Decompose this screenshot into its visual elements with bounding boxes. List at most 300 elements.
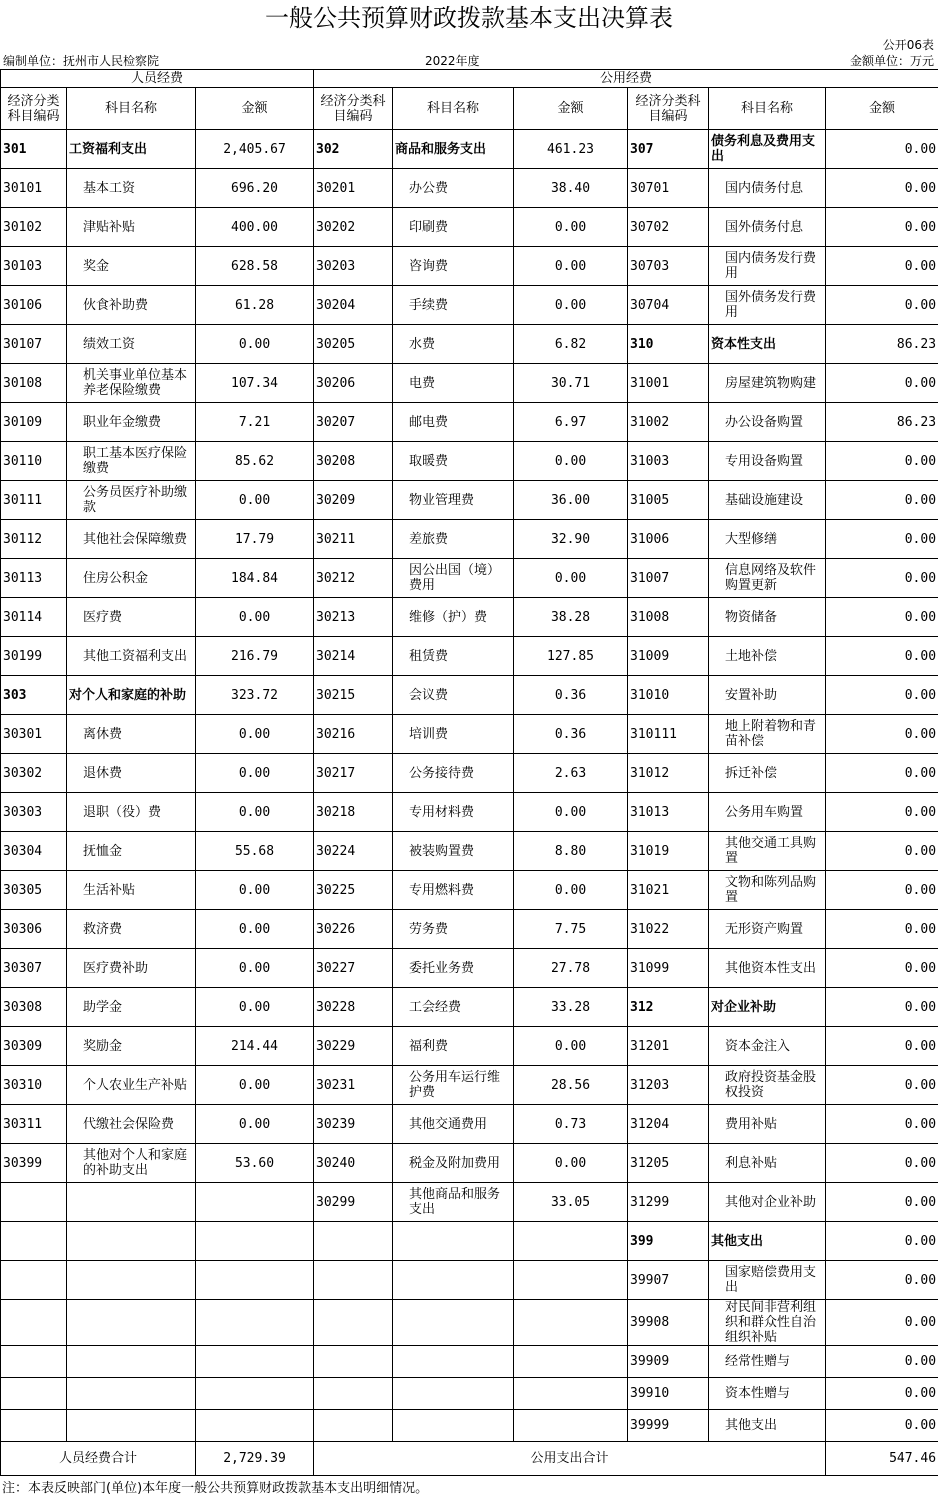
row-code: 39999 xyxy=(628,1410,709,1442)
row-amount xyxy=(514,1378,628,1410)
table-row xyxy=(1,481,938,520)
row-name: 咨询费 xyxy=(393,247,514,286)
row-code: 30239 xyxy=(314,1105,393,1144)
row-code: 30304 xyxy=(1,832,67,871)
row-code: 30231 xyxy=(314,1066,393,1105)
row-amount: 0.00 xyxy=(826,637,938,676)
row-code: 31012 xyxy=(628,754,709,793)
row-amount: 216.79 xyxy=(196,637,314,676)
row-code: 31007 xyxy=(628,559,709,598)
row-name: 退职（役）费 xyxy=(67,793,196,832)
row-amount: 0.00 xyxy=(826,1346,938,1378)
row-code: 31001 xyxy=(628,364,709,403)
row-code: 302 xyxy=(314,130,393,169)
row-code xyxy=(1,1183,67,1222)
row-code: 30305 xyxy=(1,871,67,910)
row-amount: 0.00 xyxy=(514,442,628,481)
header-code: 经济分类科目编码 xyxy=(1,88,67,130)
row-name: 资本性支出 xyxy=(709,325,826,364)
row-amount: 0.00 xyxy=(826,520,938,559)
row-name: 退休费 xyxy=(67,754,196,793)
row-amount: 0.00 xyxy=(196,949,314,988)
row-code: 30103 xyxy=(1,247,67,286)
row-amount: 7.21 xyxy=(196,403,314,442)
row-name: 住房公积金 xyxy=(67,559,196,598)
row-code: 31006 xyxy=(628,520,709,559)
header-code: 经济分类科目编码 xyxy=(314,88,393,130)
table-row xyxy=(1,676,938,715)
row-name: 其他交通费用 xyxy=(393,1105,514,1144)
row-amount: 7.75 xyxy=(514,910,628,949)
row-amount: 127.85 xyxy=(514,637,628,676)
row-name: 资本金注入 xyxy=(709,1027,826,1066)
row-code xyxy=(314,1261,393,1300)
row-amount: 0.00 xyxy=(826,247,938,286)
table-row xyxy=(1,715,938,754)
row-name: 工资福利支出 xyxy=(67,130,196,169)
row-name: 对民间非营利组织和群众性自治组织补贴 xyxy=(709,1300,826,1346)
table-row xyxy=(1,520,938,559)
header-name: 科目名称 xyxy=(67,88,196,130)
row-amount: 85.62 xyxy=(196,442,314,481)
row-name: 公务用车购置 xyxy=(709,793,826,832)
row-code: 30306 xyxy=(1,910,67,949)
row-amount: 6.82 xyxy=(514,325,628,364)
row-amount: 53.60 xyxy=(196,1144,314,1183)
row-code: 31005 xyxy=(628,481,709,520)
row-amount: 0.00 xyxy=(826,1300,938,1346)
row-code: 30207 xyxy=(314,403,393,442)
row-amount: 38.28 xyxy=(514,598,628,637)
row-code: 301 xyxy=(1,130,67,169)
table-row xyxy=(1,1261,938,1300)
row-amount: 184.84 xyxy=(196,559,314,598)
header-amount: 金额 xyxy=(196,88,314,130)
row-amount: 33.28 xyxy=(514,988,628,1027)
row-code: 31008 xyxy=(628,598,709,637)
table-row xyxy=(1,1183,938,1222)
row-amount xyxy=(196,1346,314,1378)
row-name: 生活补贴 xyxy=(67,871,196,910)
table-row xyxy=(1,598,938,637)
row-amount: 0.00 xyxy=(826,754,938,793)
table-row xyxy=(1,637,938,676)
row-code: 30701 xyxy=(628,169,709,208)
row-name: 其他资本性支出 xyxy=(709,949,826,988)
row-code: 30229 xyxy=(314,1027,393,1066)
row-name: 个人农业生产补贴 xyxy=(67,1066,196,1105)
row-code: 30110 xyxy=(1,442,67,481)
row-amount: 0.00 xyxy=(196,793,314,832)
row-amount: 0.00 xyxy=(196,754,314,793)
row-name xyxy=(67,1183,196,1222)
table-row xyxy=(1,559,938,598)
row-code: 30203 xyxy=(314,247,393,286)
row-amount xyxy=(514,1410,628,1442)
row-amount: 6.97 xyxy=(514,403,628,442)
row-name: 利息补贴 xyxy=(709,1144,826,1183)
table-row xyxy=(1,403,938,442)
table-row xyxy=(1,949,938,988)
row-amount: 323.72 xyxy=(196,676,314,715)
row-amount: 0.00 xyxy=(826,169,938,208)
row-name: 对企业补助 xyxy=(709,988,826,1027)
row-name: 办公费 xyxy=(393,169,514,208)
row-name: 物资储备 xyxy=(709,598,826,637)
row-code: 39908 xyxy=(628,1300,709,1346)
row-name: 对个人和家庭的补助 xyxy=(67,676,196,715)
row-amount: 0.00 xyxy=(514,1027,628,1066)
row-code: 30212 xyxy=(314,559,393,598)
row-amount: 0.00 xyxy=(826,988,938,1027)
row-name: 租赁费 xyxy=(393,637,514,676)
row-name: 邮电费 xyxy=(393,403,514,442)
row-amount: 30.71 xyxy=(514,364,628,403)
header-name: 科目名称 xyxy=(393,88,514,130)
row-name xyxy=(67,1378,196,1410)
row-amount: 0.00 xyxy=(826,676,938,715)
row-code: 30307 xyxy=(1,949,67,988)
row-code: 30227 xyxy=(314,949,393,988)
row-amount: 0.00 xyxy=(514,247,628,286)
row-amount: 0.00 xyxy=(826,1222,938,1261)
row-amount: 0.00 xyxy=(826,949,938,988)
row-name xyxy=(393,1378,514,1410)
table-row xyxy=(1,130,938,169)
row-amount: 696.20 xyxy=(196,169,314,208)
table-row xyxy=(1,442,938,481)
row-amount: 33.05 xyxy=(514,1183,628,1222)
row-code: 30703 xyxy=(628,247,709,286)
row-name: 国外债务付息 xyxy=(709,208,826,247)
row-code: 30211 xyxy=(314,520,393,559)
section-personnel: 人员经费 xyxy=(1,70,314,88)
row-name xyxy=(393,1261,514,1300)
row-name: 办公设备购置 xyxy=(709,403,826,442)
row-name: 津贴补贴 xyxy=(67,208,196,247)
row-name xyxy=(67,1222,196,1261)
row-code: 39910 xyxy=(628,1378,709,1410)
row-code xyxy=(314,1410,393,1442)
row-name xyxy=(393,1346,514,1378)
row-amount: 28.56 xyxy=(514,1066,628,1105)
row-amount: 2,405.67 xyxy=(196,130,314,169)
row-amount xyxy=(196,1222,314,1261)
row-amount: 628.58 xyxy=(196,247,314,286)
row-code: 30704 xyxy=(628,286,709,325)
row-amount: 86.23 xyxy=(826,325,938,364)
row-code: 30204 xyxy=(314,286,393,325)
row-code: 31204 xyxy=(628,1105,709,1144)
row-code: 30215 xyxy=(314,676,393,715)
row-name: 其他对企业补助 xyxy=(709,1183,826,1222)
row-code: 31010 xyxy=(628,676,709,715)
row-name: 公务用车运行维护费 xyxy=(393,1066,514,1105)
row-amount xyxy=(514,1261,628,1300)
row-name: 其他支出 xyxy=(709,1410,826,1442)
row-name: 无形资产购置 xyxy=(709,910,826,949)
row-code: 31203 xyxy=(628,1066,709,1105)
row-code: 30106 xyxy=(1,286,67,325)
row-code xyxy=(1,1410,67,1442)
row-code: 30114 xyxy=(1,598,67,637)
row-amount: 0.00 xyxy=(514,208,628,247)
form-number: 公开06表 xyxy=(882,38,934,52)
row-name: 专用设备购置 xyxy=(709,442,826,481)
row-name: 国外债务发行费用 xyxy=(709,286,826,325)
footnote: 注：本表反映部门(单位)本年度一般公共预算财政拨款基本支出明细情况。 xyxy=(2,1481,429,1496)
row-name xyxy=(67,1300,196,1346)
row-amount: 0.00 xyxy=(826,715,938,754)
row-amount: 0.00 xyxy=(826,1183,938,1222)
row-name xyxy=(393,1410,514,1442)
table-row xyxy=(1,871,938,910)
row-amount: 0.00 xyxy=(826,442,938,481)
row-code: 310 xyxy=(628,325,709,364)
row-code: 30101 xyxy=(1,169,67,208)
row-code: 30240 xyxy=(314,1144,393,1183)
row-code: 31002 xyxy=(628,403,709,442)
row-code: 30108 xyxy=(1,364,67,403)
row-code: 30201 xyxy=(314,169,393,208)
row-code: 30228 xyxy=(314,988,393,1027)
row-amount: 0.00 xyxy=(196,1105,314,1144)
table-row xyxy=(1,1066,938,1105)
row-amount: 0.00 xyxy=(826,871,938,910)
table-row xyxy=(1,364,938,403)
row-amount: 2.63 xyxy=(514,754,628,793)
row-name: 工会经费 xyxy=(393,988,514,1027)
table-row xyxy=(1,988,938,1027)
row-amount xyxy=(514,1346,628,1378)
row-amount: 8.80 xyxy=(514,832,628,871)
row-amount xyxy=(196,1183,314,1222)
row-name: 公务员医疗补助缴款 xyxy=(67,481,196,520)
row-name xyxy=(67,1261,196,1300)
row-amount: 0.73 xyxy=(514,1105,628,1144)
row-amount: 0.00 xyxy=(826,286,938,325)
row-name: 安置补助 xyxy=(709,676,826,715)
row-name: 基础设施建设 xyxy=(709,481,826,520)
row-code: 30109 xyxy=(1,403,67,442)
row-amount: 0.00 xyxy=(826,1378,938,1410)
table-row xyxy=(1,286,938,325)
row-code: 30213 xyxy=(314,598,393,637)
row-code: 30205 xyxy=(314,325,393,364)
table-row xyxy=(1,1105,938,1144)
row-name: 职业年金缴费 xyxy=(67,403,196,442)
table-row xyxy=(1,169,938,208)
row-amount: 0.00 xyxy=(826,559,938,598)
table-row xyxy=(1,247,938,286)
row-name: 机关事业单位基本养老保险缴费 xyxy=(67,364,196,403)
row-name: 取暖费 xyxy=(393,442,514,481)
row-name: 专用燃料费 xyxy=(393,871,514,910)
row-code: 30209 xyxy=(314,481,393,520)
row-name: 职工基本医疗保险缴费 xyxy=(67,442,196,481)
row-code xyxy=(1,1222,67,1261)
row-name: 奖金 xyxy=(67,247,196,286)
row-code: 30310 xyxy=(1,1066,67,1105)
row-amount xyxy=(196,1378,314,1410)
row-code xyxy=(314,1300,393,1346)
row-amount: 55.68 xyxy=(196,832,314,871)
table-row xyxy=(1,832,938,871)
row-name: 地上附着物和青苗补偿 xyxy=(709,715,826,754)
row-code: 30299 xyxy=(314,1183,393,1222)
row-code xyxy=(314,1378,393,1410)
row-amount: 17.79 xyxy=(196,520,314,559)
row-code: 30199 xyxy=(1,637,67,676)
table-row xyxy=(1,1378,938,1410)
row-name: 绩效工资 xyxy=(67,325,196,364)
row-name: 培训费 xyxy=(393,715,514,754)
table-row xyxy=(1,1144,938,1183)
row-code: 30107 xyxy=(1,325,67,364)
row-amount: 0.36 xyxy=(514,676,628,715)
row-name: 被装购置费 xyxy=(393,832,514,871)
row-code: 30214 xyxy=(314,637,393,676)
row-name: 基本工资 xyxy=(67,169,196,208)
row-amount xyxy=(196,1300,314,1346)
row-name: 其他工资福利支出 xyxy=(67,637,196,676)
row-amount: 32.90 xyxy=(514,520,628,559)
row-name: 国内债务付息 xyxy=(709,169,826,208)
row-name xyxy=(67,1410,196,1442)
row-code: 30112 xyxy=(1,520,67,559)
row-amount: 0.00 xyxy=(826,364,938,403)
row-name: 信息网络及软件购置更新 xyxy=(709,559,826,598)
row-name: 伙食补助费 xyxy=(67,286,196,325)
row-amount: 0.00 xyxy=(826,1261,938,1300)
row-code: 30218 xyxy=(314,793,393,832)
table-row xyxy=(1,325,938,364)
year-label: 2022年度 xyxy=(425,54,480,68)
row-amount: 0.00 xyxy=(196,481,314,520)
row-amount: 0.00 xyxy=(514,286,628,325)
row-amount: 0.00 xyxy=(826,1144,938,1183)
row-amount: 0.00 xyxy=(826,130,938,169)
row-name: 离休费 xyxy=(67,715,196,754)
row-code: 31022 xyxy=(628,910,709,949)
row-code: 312 xyxy=(628,988,709,1027)
row-amount: 0.00 xyxy=(826,793,938,832)
row-name: 经常性赠与 xyxy=(709,1346,826,1378)
row-amount: 27.78 xyxy=(514,949,628,988)
row-name: 差旅费 xyxy=(393,520,514,559)
row-name: 印刷费 xyxy=(393,208,514,247)
row-amount: 0.00 xyxy=(196,910,314,949)
row-code xyxy=(314,1222,393,1261)
row-name: 文物和陈列品购置 xyxy=(709,871,826,910)
total-public-label: 公用支出合计 xyxy=(314,1442,826,1476)
row-name: 房屋建筑物购建 xyxy=(709,364,826,403)
row-name: 助学金 xyxy=(67,988,196,1027)
row-name: 奖励金 xyxy=(67,1027,196,1066)
row-name: 其他对个人和家庭的补助支出 xyxy=(67,1144,196,1183)
row-name: 会议费 xyxy=(393,676,514,715)
row-code: 303 xyxy=(1,676,67,715)
row-code xyxy=(1,1261,67,1300)
row-amount: 86.23 xyxy=(826,403,938,442)
header-name: 科目名称 xyxy=(709,88,826,130)
row-amount: 0.00 xyxy=(514,559,628,598)
row-name: 其他交通工具购置 xyxy=(709,832,826,871)
row-code: 30202 xyxy=(314,208,393,247)
row-amount: 0.00 xyxy=(826,598,938,637)
row-code: 30102 xyxy=(1,208,67,247)
row-name: 物业管理费 xyxy=(393,481,514,520)
row-name: 其他社会保障缴费 xyxy=(67,520,196,559)
table-row xyxy=(1,910,938,949)
row-name: 水费 xyxy=(393,325,514,364)
row-amount: 61.28 xyxy=(196,286,314,325)
row-amount: 214.44 xyxy=(196,1027,314,1066)
row-code xyxy=(1,1300,67,1346)
row-name: 手续费 xyxy=(393,286,514,325)
row-amount: 38.40 xyxy=(514,169,628,208)
row-name: 国内债务发行费用 xyxy=(709,247,826,286)
row-code: 30309 xyxy=(1,1027,67,1066)
row-amount xyxy=(196,1261,314,1300)
row-name: 拆迁补偿 xyxy=(709,754,826,793)
row-name: 专用材料费 xyxy=(393,793,514,832)
row-code: 31201 xyxy=(628,1027,709,1066)
row-amount: 36.00 xyxy=(514,481,628,520)
row-code: 30311 xyxy=(1,1105,67,1144)
row-code xyxy=(314,1346,393,1378)
row-code: 30303 xyxy=(1,793,67,832)
table-row xyxy=(1,1346,938,1378)
row-name: 政府投资基金股权投资 xyxy=(709,1066,826,1105)
table-row xyxy=(1,1300,938,1346)
header-amount: 金额 xyxy=(514,88,628,130)
row-amount: 0.00 xyxy=(196,598,314,637)
row-amount: 0.00 xyxy=(826,832,938,871)
row-name: 债务利息及费用支出 xyxy=(709,130,826,169)
row-name: 劳务费 xyxy=(393,910,514,949)
row-amount xyxy=(514,1222,628,1261)
row-code: 39907 xyxy=(628,1261,709,1300)
row-code: 30208 xyxy=(314,442,393,481)
row-amount: 0.00 xyxy=(196,715,314,754)
row-code: 30224 xyxy=(314,832,393,871)
table-row xyxy=(1,208,938,247)
table-row xyxy=(1,1410,938,1442)
row-code: 30111 xyxy=(1,481,67,520)
row-code: 31009 xyxy=(628,637,709,676)
row-name: 维修（护）费 xyxy=(393,598,514,637)
row-name: 费用补贴 xyxy=(709,1105,826,1144)
expenditure-table xyxy=(0,69,938,1476)
row-code: 31003 xyxy=(628,442,709,481)
row-amount: 0.00 xyxy=(826,208,938,247)
row-code: 310111 xyxy=(628,715,709,754)
row-code: 30113 xyxy=(1,559,67,598)
row-name: 其他商品和服务支出 xyxy=(393,1183,514,1222)
row-amount: 0.00 xyxy=(826,1410,938,1442)
row-code: 30225 xyxy=(314,871,393,910)
row-code: 39909 xyxy=(628,1346,709,1378)
row-code: 30206 xyxy=(314,364,393,403)
row-amount: 0.00 xyxy=(826,1027,938,1066)
row-name: 税金及附加费用 xyxy=(393,1144,514,1183)
page-title: 一般公共预算财政拨款基本支出决算表 xyxy=(265,4,673,32)
row-name: 委托业务费 xyxy=(393,949,514,988)
total-personnel-label: 人员经费合计 xyxy=(1,1442,196,1476)
row-amount: 400.00 xyxy=(196,208,314,247)
row-amount: 0.36 xyxy=(514,715,628,754)
